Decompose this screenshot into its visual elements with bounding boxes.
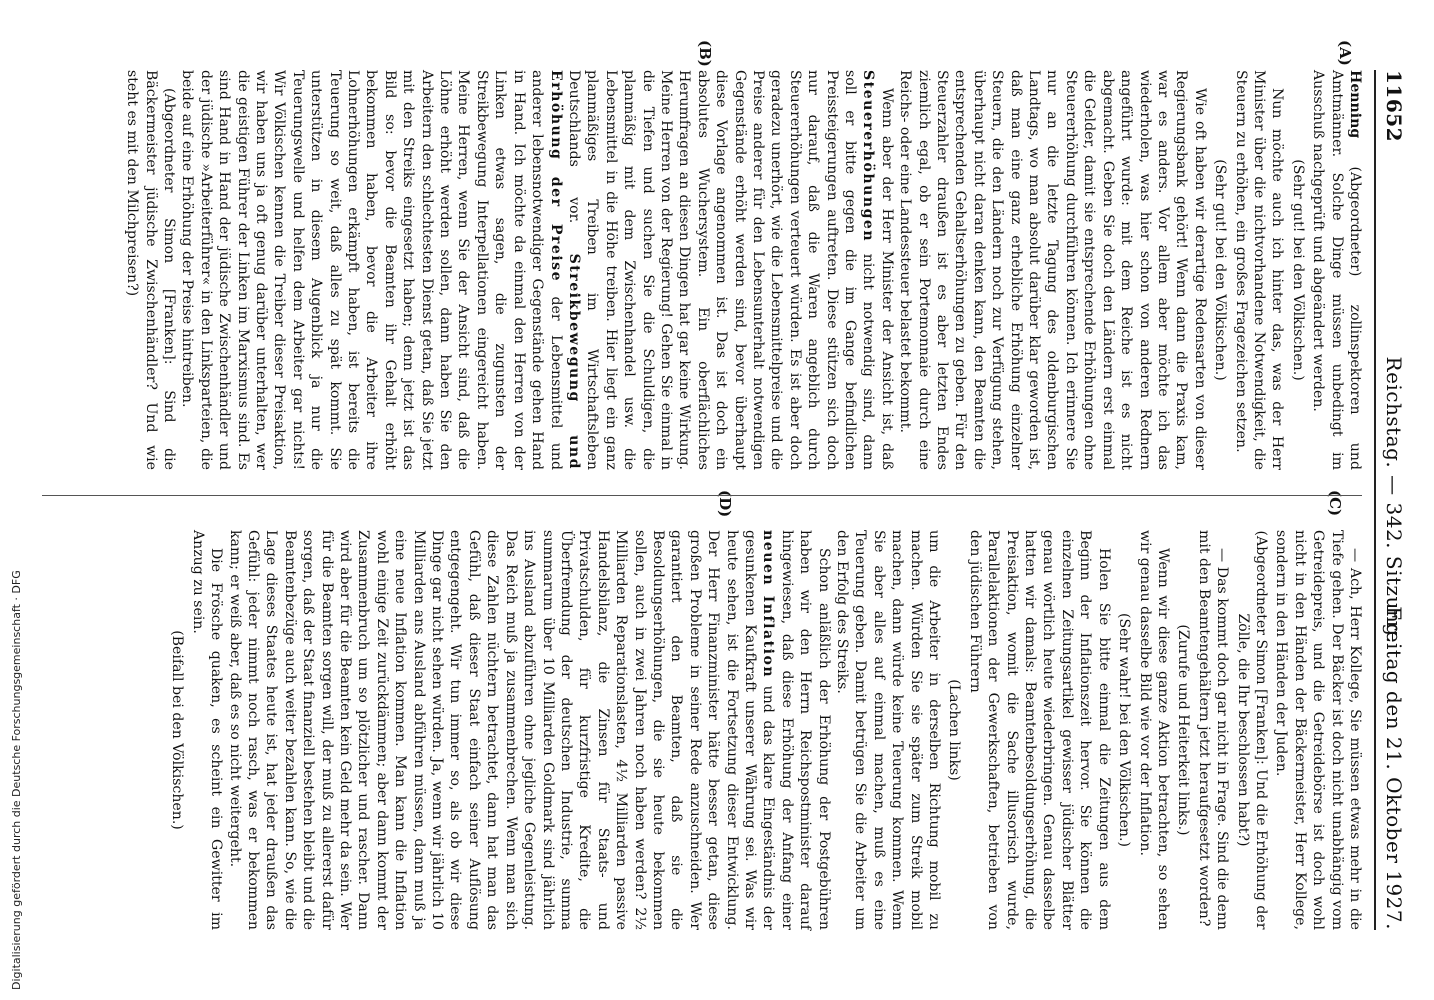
interjection: (Abgeordneter Simon [Franken]: Sind die Bäckermeister jüdische Zwischenhändler? Und wie steht es mit den Milchpreisen?) [124,70,177,470]
page-date: Freitag den 21. Oktober 1927. [1382,606,1406,930]
page-number: 11652 [1382,70,1406,143]
paragraph-text: nicht notwendig sind, dann soll er bitte gegen die im Gange befindlichen Preissteigerungen auftreten. Diese stützen sich doch nur darauf, daß die Waren angeblich durch Steuererhöhungen verteuert würden. Es ist aber doch geradezu unerhört, wie die Lebensmittelpreise und die Preise anderer für den Lebensunterhalt notwendigen Gegenstände erhöht werden sind, bevor überhaupt diese Vorlage angenommen ist. Das ist doch ein absolutes Wuchersystem. Ein oberflächliches Herumfragen an diesen Dingen hat gar keine Wirkung. Meine Herren von der Regierung! Gehen Sie einmal in die Tiefen und suchen Sie die Schuldigen, die planmäßig mit dem Zwischenhandel usw. die Lebensmittel in die Höhe treiben. Hier liegt ein ganz planmäßiges Treiben im Wirtschaftsleben Deutschlands vor. [565,70,877,470]
speaker-role: (Abgeordneter) [1347,138,1363,277]
margin-marker-b: (B) [696,40,714,67]
page-header [1376,70,1410,930]
paragraph-text: und das klare Eingeständnis der gesunkenen Kaufkraft unserer Währung sei. Was wir heute sehen, ist die Fortsetzung dieser Entwicklung. Der Herr Finanzminister hätte besser getan, diese großen Probleme in seiner Rede anzuschneiden. Wer garantiert den Beamten, daß sie die Besoldungserhöhungen, die sie heute bekommen sollen, auch in zwei Jahren noch haben werden? 2½ Milliarden Reparationslasten, 4½ Milliarden passive Handelsbilanz, die Zinsen für Staats- und Privatschulden, für kurzfristige Kredite, die Überfremdung der deutschen Industrie, summa summarum über 10 Milliarden Goldmark sind jährlich ins Ausland abzuführen ohne jegliche Gegenleistung. Das Reich muß ja zusammenbrechen. Wenn man sich diese Zahlen nüchtern betrachtet, dann hat man das Gefühl, daß dieser Staat einfach seiner Auflösung entgegengeht. Wir tun immer so, als ob wir diese Dinge gar nicht sehen würden. Ja, wenn wir jährlich 10 Milliarden ans Ausland abführen müssen, dann muß ja eine neue Inflation kommen. Man kann die Inflation wohl einige Zeit zurückdämmen; aber dann kommt der Zusammenbruch um so plötzlicher und rascher. Dann wird aber für die Beamten kein Geld mehr da sein. Wer für die Beamten sorgen will, der muß zu allererst dafür sorgen, daß der Staat finanziell bestehen bleibt und die Beamtenbezüge auch weiter bezahlen kann. So, wie die Lage dieses Staates heute ist, hat jeder draußen das Gefühl: jeder nimmt noch rasch, was er bekommen kann; er weiß aber, daß es so nicht weitergeht. [226,530,777,931]
page-title: Reichstag. — 342. Sitzung. [1382,356,1406,644]
speech-paragraph [1309,70,1364,470]
digitization-credit [10,570,30,990]
speech-paragraph: — Ach, Herr Kollege, Sie müssen etwas mehr in die Tiefe gehen. Der Bäcker ist doch nicht unabhängig vom Getreidepreis, und die Getreidebörse ist doch wohl nicht in den Händen der Bäckermeister, Herr Kollege, sondern in den Händen der Juden. [1273,530,1363,930]
paragraph-text: Schon anläßlich der Erhöhung der Postgebühren haben wir den Herrn Reichspostminister darauf hingewiesen, daß diese Erhöhung der Anfang einer [778,530,832,930]
speech-paragraph: Die Frösche quaken, es scheint ein Gewitter im Anzug zu sein. [189,530,225,930]
interjection: (Abgeordneter Simon [Franken]: Und die Erhöhung der Zölle, die Ihr beschlossen habt?) [1234,530,1269,930]
speech-paragraph: Holen Sie bitte einmal die Zeitungen aus dem Beginn der Inflationszeit hervor. Sie können die einzelnen Zeitungsartikel gewisser jüdischer Blätter genau wörtlich heute wiederbringen. Genau dasselbe hatten wir damals: Beamtenbesoldungserhöhung, die Preisaktion, womit die Sache illusorisch wurde, Parallelaktionen der Gewerkschaften, betrieben von den jüdischen Führern [966,530,1112,930]
speech-paragraph: Nun möchte auch ich hinter das, was der Herr Minister über die nichtvorhandene Notwendigkeit, die Steuern zu erhöhen, ein großes Fragezeichen setzen. [1232,70,1286,470]
reaction-note: (Zurufe und Heiterkeit links.) [1175,624,1192,836]
reaction-note: (Sehr gut! bei den Völkischen.) [1289,159,1306,381]
margin-marker-d: (D) [716,490,734,518]
emphasized-term: Streikbewegung und Erhöhung der Preise [547,70,582,470]
margin-marker-c: (C) [1326,490,1344,517]
paragraph-text: zollinspektoren und Amtmänner. Solche Dinge müssen unbedingt im Ausschuß nachgeprüft und abgeändert werden. [1310,70,1363,470]
credit-text: Digitalisierung gefördert durch die Deutsche Forschungsgemeinschaft · DFG [10,570,23,990]
paragraph-text: der Lebensmittel und anderer lebensnotwendiger Gegenstände gehen Hand in Hand. Ich möchte da einmal den Herren von der Linken etwas sagen, die zugunsten der Streikbewegung Interpellationen eingereicht haben. Meine Herren, wenn Sie der Ansicht sind, daß die Löhne erhöht werden sollen, dann haben Sie den Arbeitern den schlechtesten Dienst getan, daß Sie jetzt mit den Streiks eingesetzt haben; denn jetzt ist das Bild so: bevor die Beamten ihr Gehalt erhöht bekommen haben, bevor die Arbeiter ihre Lohnerhöhungen erkämpft haben, ist bereits die Teuerung so weit, daß alles zu spät kommt. Sie unterstützen in diesem Augenblick ja nur die Teuerungswelle und helfen dem Arbeiter gar nichts! Wir Völkischen kennen die Treiber dieser Preisaktion, wir haben uns ja oft genug darüber unterhalten, wer die geistigen Führer der Linken im Marxismus sind. Es sind Hand in Hand der jüdische Zwischenhändler und der jüdische »Arbeiterführer« in den Linksparteien, die beide auf eine Erhöhung der Preise hintreiben. [179,70,564,470]
speech-paragraph: um die Arbeiter in derselben Richtung mobil zu machen. Würden Sie sie später zum Streik mobil machen, dann würde keine Teuerung kommen. Wenn Sie aber alles auf einmal machen, muß es eine Teuerung geben. Damit betrügen Sie die Arbeiter um den Erfolg des Streiks. [834,530,943,930]
header-rule [1374,70,1376,930]
reaction-note: (Beifall bei den Völkischen.) [169,630,186,830]
reaction-note: (Sehr wahr! bei den Völkischen.) [1116,612,1133,847]
speaker-name: Henning [1347,70,1363,139]
reaction-note: (Lachen links) [946,679,963,781]
margin-marker-a: (A) [1336,40,1354,66]
speech-paragraph [225,530,832,930]
speech-paragraph: Wenn wir diese ganze Aktion betrachten, so sehen wir genau dasselbe Bild wie vor der Inflation. [1136,530,1171,930]
paragraph-text: Wenn aber der Herr Minister der Ansicht ist, daß [878,88,895,470]
column-divider [42,495,1362,496]
left-column [123,70,1364,470]
emphasized-term: neuen Inflation [760,530,777,679]
right-column [166,530,1364,930]
speech-paragraph: — Das kommt doch gar nicht in Frage. Sind die denn mit den Beamtengehältern jetzt heraufgesetzt worden? [1195,530,1231,930]
reaction-note: (Sehr gut! bei den Völkischen.) [1212,159,1229,381]
emphasized-term: Steuererhöhungen [860,70,877,243]
speech-paragraph [178,70,896,470]
speech-paragraph: Wie oft haben wir derartige Redensarten von dieser Regierungsbank gehört! Wenn dann die Praxis kam, war es anders. Vor allem aber möchte ich das wiederholen, was hier schon von anderen Rednern angeführt wurde: mit dem Reiche ist es nicht abgemacht. Geben Sie doch den Ländern erst einmal die Gelder, damit sie entsprechende Erhöhungen ohne Steuererhöhung durchführen können. Ich erinnere Sie nur an die letzte Tagung des oldenburgischen Landtags, wo man absolut darüber klar geworden ist, daß man eine ganz erhebliche Erhöhung einzelner Steuern, die den Ländern noch zur Verfügung stehen, überhaupt nicht daran denken kann, den Beamten die entsprechenden Gehaltserhöhungen zu geben. Für den Steuerzahler draußen ist es aber letzten Endes ziemlich egal, ob er sein Portemonnaie durch eine Reichs- oder eine Landessteuer belastet bekommt. [897,70,1208,470]
